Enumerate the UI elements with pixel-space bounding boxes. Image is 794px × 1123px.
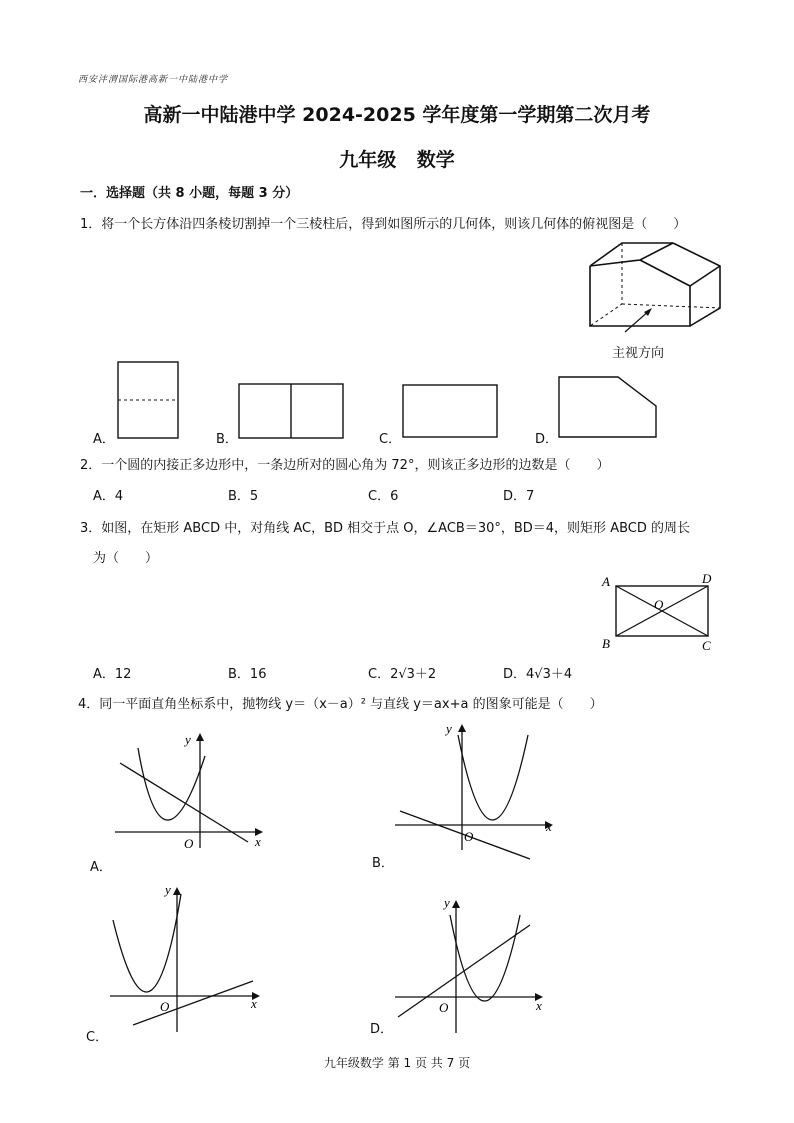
q4-graph-a — [110, 728, 270, 853]
question-3-line1: 3．如图，在矩形 ABCD 中，对角线 AC，BD 相交于点 O，∠ACB＝30°，BD＝4，则矩形 ABCD 的周长 — [80, 521, 690, 536]
q1-option-d-shape — [556, 374, 660, 440]
page-footer: 九年级数学 第 1 页 共 7 页 — [323, 1056, 471, 1070]
q3-option-c[interactable]: C．2√3＋2 — [368, 667, 437, 682]
question-1-text: 1．将一个长方体沿四条棱切割掉一个三棱柱后，得到如图所示的几何体，则该几何体的俯视图是（ ） — [80, 217, 687, 232]
q4-option-b[interactable]: B． — [372, 856, 394, 871]
q1-option-a[interactable]: A． — [93, 432, 115, 447]
q2-option-a[interactable]: A．4 — [93, 489, 124, 504]
graph-b-origin: O — [464, 829, 474, 844]
question-2-text: 2．一个圆的内接正多边形中，一条边所对的圆心角为 72°，则该正多边形的边数是（ ） — [80, 458, 610, 473]
q4-option-c[interactable]: C． — [86, 1030, 109, 1045]
exam-subtitle: 九年级 数学 — [339, 149, 455, 171]
q4-graph-c — [105, 880, 270, 1040]
graph-d-origin: O — [439, 1000, 449, 1015]
point-c-label: C — [702, 638, 711, 653]
q3-option-b[interactable]: B．16 — [228, 667, 267, 682]
point-d-label: D — [702, 572, 712, 586]
section-title: 一．选择题（共 8 小题，每题 3 分） — [80, 186, 299, 201]
graph-d-x-label: x — [536, 998, 542, 1013]
view-direction-label: 主视方向 — [612, 346, 665, 361]
question-3-line2: 为（ ） — [93, 551, 159, 566]
q1-solid-figure — [580, 238, 730, 338]
q1-option-d[interactable]: D． — [535, 432, 559, 447]
point-a-label: A — [602, 574, 610, 589]
q1-option-c[interactable]: C． — [379, 432, 402, 447]
point-o-label: O — [654, 597, 664, 612]
graph-b-x-label: x — [546, 819, 552, 834]
graph-c-origin: O — [160, 999, 170, 1014]
point-b-label: B — [602, 636, 610, 651]
graph-a-x-label: x — [255, 834, 261, 849]
graph-a-y-label: y — [185, 732, 191, 747]
graph-b-y-label: y — [446, 721, 452, 736]
graph-a-origin: O — [184, 836, 194, 851]
q2-option-c[interactable]: C．6 — [368, 489, 399, 504]
q4-option-a[interactable]: A． — [90, 860, 112, 875]
question-4-text: 4．同一平面直角坐标系中，抛物线 y＝（x－a）² 与直线 y＝ax+a 的图象可能是（ ） — [78, 697, 603, 712]
q3-option-d[interactable]: D．4√3＋4 — [503, 667, 573, 682]
q4-graph-d — [390, 893, 555, 1048]
graph-c-y-label: y — [165, 882, 171, 897]
graph-d-y-label: y — [444, 895, 450, 910]
q1-option-a-shape — [115, 360, 181, 440]
q4-graph-b — [390, 715, 560, 860]
q1-option-b[interactable]: B． — [216, 432, 238, 447]
q2-option-d[interactable]: D．7 — [503, 489, 535, 504]
q2-option-b[interactable]: B．5 — [228, 489, 259, 504]
exam-title: 高新一中陆港中学 2024-2025 学年度第一学期第二次月考 — [143, 104, 651, 126]
q1-option-b-shape — [236, 382, 346, 440]
q4-option-d[interactable]: D． — [370, 1022, 394, 1037]
q1-option-c-shape — [400, 383, 500, 439]
school-note: 西安沣渭国际港高新一中陆港中学 — [78, 75, 229, 85]
q3-option-a[interactable]: A．12 — [93, 667, 132, 682]
graph-c-x-label: x — [251, 996, 257, 1011]
q3-rectangle-figure — [598, 572, 718, 654]
